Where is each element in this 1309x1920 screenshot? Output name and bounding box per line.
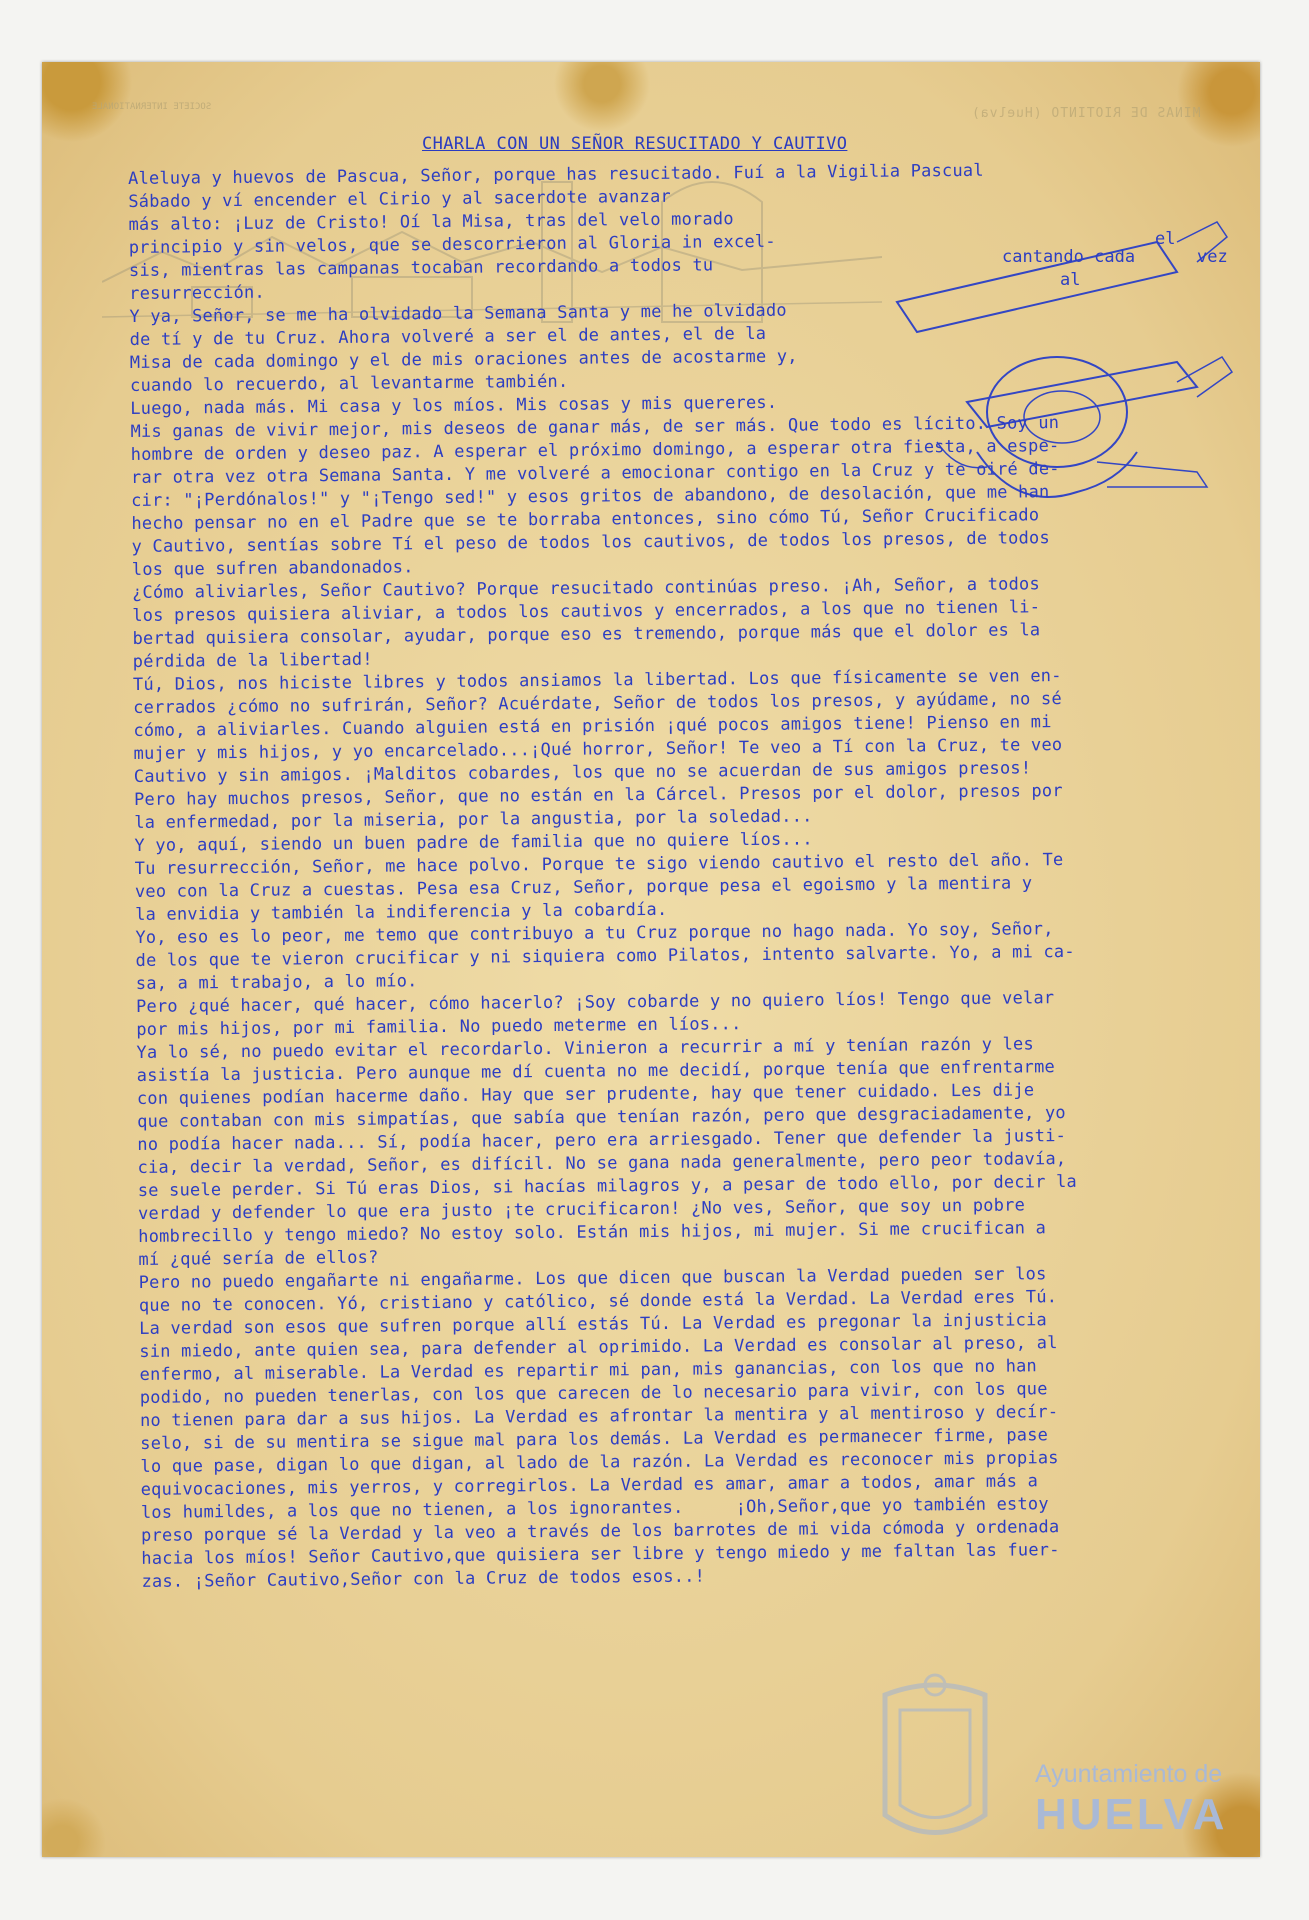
body-line: hombrecillo y tengo miedo? No estoy solo. Están mis hijos, mi mujer. Si me crucifican a — [138, 1218, 1047, 1247]
body-line: ¿Cómo aliviarles, Señor Cautivo? Porque resucitado continúas preso. ¡Ah, Señor, a todos — [131, 574, 1040, 603]
body-line: rar otra vez otra Semana Santa. Y me volveré a emocionar contigo en la Cruz y te oiré de- — [130, 459, 1060, 488]
document-title: CHARLA CON UN SEÑOR RESUCITADO Y CAUTIVO — [422, 134, 848, 154]
body-line: pérdida de la libertad! — [132, 649, 373, 672]
body-line: que contaban con mis simpatías, que sabía que tenían razón, pero que desgraciadamente, yo — [137, 1103, 1066, 1132]
body-line: Tu resurrección, Señor, me hace polvo. Porque te sigo viendo cautivo el resto del año. Te — [134, 850, 1064, 879]
body-line: lo que pase, digan lo que digan, al lado de la razón. La Verdad es reconocer mis propias — [140, 1448, 1059, 1477]
body-line: que no te conocen. Yó, cristiano y católico, sé donde está la Verdad. La Verdad eres Tú. — [138, 1287, 1058, 1316]
body-line: asistía la justicia. Pero aunque me dí cuenta no me decidí, porque tenía que enfrentarme — [136, 1057, 1056, 1086]
body-line: Yo, eso es lo peor, me temo que contribuyo a tu Cruz porque no hago nada. Yo soy, Señor, — [135, 919, 1054, 948]
body-line: hombre de orden y deseo paz. A esperar el próximo domingo, a esperar otra fiesta, a espe- — [130, 436, 1060, 465]
body-line: Cautivo y sin amigos. ¡Malditos cobardes, los que no se acuerdan de sus amigos presos! — [133, 758, 1032, 787]
body-line: podido, no pueden tenerlas, con los que carecen de lo necesario para vivir, con los que — [139, 1379, 1048, 1408]
letterhead-left: SOCIETE INTERNATIONALE — [92, 102, 212, 112]
body-line: cómo, a aliviarles. Cuando alguien está en prisión ¡qué pocos amigos tiene! Pienso en mi — [133, 712, 1052, 741]
letterhead-right: MINAS DE RIOTINTO (Huelva) — [970, 106, 1200, 121]
body-line: por mis hijos, por mi familia. No puedo meterme en líos... — [136, 1014, 742, 1040]
body-line: zas. ¡Señor Cautivo,Señor con la Cruz de todos esos..! — [141, 1566, 706, 1592]
body-line: Misa de cada domingo y el de mis oraciones antes de acostarme y, — [129, 346, 798, 373]
seal-text-huelva: HUELVA — [1035, 1790, 1228, 1839]
body-line: sa, a mi trabajo, a lo mío. — [135, 971, 418, 994]
typed-letter-body — [128, 158, 1232, 1594]
body-line: Pero no puedo engañarte ni engañarme. Los que dicen que buscan la Verdad pueden ser los — [138, 1264, 1047, 1293]
body-line: cia, decir la verdad, Señor, es difícil. No se gana nada generalmente, pero peor todavía, — [137, 1149, 1067, 1178]
body-line: cerrados ¿cómo no sufrirán, Señor? Acuérdate, Señor de todos los presos, y ayúdame, no sé — [133, 689, 1062, 718]
illus-word-el: el — [1155, 229, 1176, 249]
body-line: principio y sin velos, que se descorrieron al Gloria in excel- — [128, 231, 776, 258]
body-line: y Cautivo, sentías sobre Tí el peso de todos los cautivos, de todos los presos, de todos — [131, 528, 1050, 557]
body-line: no podía hacer nada... Sí, podía hacer, pero era arriesgado. Tener que defender la justi- — [137, 1126, 1067, 1155]
body-line: hacia los míos! Señor Cautivo,que quisiera ser libre y tengo miedo y me faltan las fuer- — [141, 1540, 1060, 1569]
body-line: selo, si de su mentira se sigue mal para los demás. La Verdad es permanecer firme, pase — [140, 1425, 1049, 1454]
body-line: de tí y de tu Cruz. Ahora volveré a ser el de antes, el de la — [129, 323, 767, 350]
body-line: se suele perder. Si Tú eras Dios, si hacías milagros y, a pesar de todo ello, por decir la — [137, 1171, 1078, 1201]
body-line: Tú, Dios, nos hiciste libres y todos ansiamos la libertad. Los que físicamente se ven en- — [132, 666, 1062, 695]
illus-word-al: al — [1060, 270, 1081, 290]
body-line: no tienen para dar a sus hijos. La Verdad es afrontar la mentira y al mentiroso y decír- — [139, 1402, 1059, 1431]
body-line: Mis ganas de vivir mejor, mis deseos de ganar más, de ser más. Que todo es lícito. Soy un — [130, 413, 1060, 442]
body-line: Pero hay muchos presos, Señor, que no están en la Cárcel. Presos por el dolor, presos por — [133, 781, 1063, 810]
body-line: sis, mientras las campanas tocaban recordando a todos tu — [128, 255, 714, 281]
body-line: Aleluya y huevos de Pascua, Señor, porque has resucitado. Fuí a la Vigilia Pascual — [128, 160, 984, 189]
body-line: con quienes podían hacerme daño. Hay que ser prudente, hay que tener cuidado. Les dije — [136, 1080, 1035, 1109]
body-line: resurrección. — [129, 282, 265, 304]
body-line: la envidia y también la indiferencia y la cobardía. — [135, 899, 668, 925]
body-line: Y ya, Señor, se me ha olvidado la Semana Santa y me he olvidado — [129, 300, 787, 327]
body-line: hecho pensar no en el Padre que se te borraba entonces, sino cómo Tú, Señor Crucificado — [131, 505, 1040, 534]
body-line: Ya lo sé, no puedo evitar el recordarlo. Vinieron a recurrir a mí y tenían razón y les — [136, 1034, 1034, 1063]
body-line: verdad y defender lo que era justo ¡te crucificaron! ¿No ves, Señor, que soy un pobre — [137, 1195, 1026, 1224]
seal-text-ayuntamiento: Ayuntamiento de — [1035, 1760, 1223, 1788]
body-line: los que sufren abandonados. — [131, 557, 414, 580]
body-line: veo con la Cruz a cuestas. Pesa esa Cruz, Señor, porque pesa el egoismo y la mentira y — [134, 873, 1033, 902]
body-line: La verdad son esos que sufren porque allí estás Tú. La Verdad es pregonar la injusticia — [139, 1310, 1048, 1339]
body-line: bertad quisiera consolar, ayudar, porque eso es tremendo, porque más que el dolor es la — [132, 620, 1041, 649]
body-line: Sábado y ví encender el Cirio y al sacerdote avanzar — [128, 186, 672, 212]
body-line: sin miedo, ante quien sea, para defender al oprimido. La Verdad es consolar al preso, al — [139, 1333, 1058, 1362]
body-line: Pero ¿qué hacer, qué hacer, cómo hacerlo? ¡Soy cobarde y no quiero líos! Tengo que velar — [135, 988, 1055, 1017]
body-line: enfermo, al miserable. La Verdad es repartir mi pan, mis ganancias, con los que no han — [139, 1356, 1038, 1385]
body-line: Y yo, aquí, siendo un buen padre de familia que no quiere líos... — [134, 829, 813, 856]
body-line: mí ¿qué sería de ellos? — [138, 1247, 379, 1270]
body-line: de los que te vieron crucificar y ni siquiera como Pilatos, intento salvarte. Yo, a mi ca- — [135, 941, 1075, 971]
body-line: mujer y mis hijos, y yo encarcelado...¡Qué horror, Señor! Te veo a Tí con la Cruz, te veo — [133, 735, 1063, 764]
illus-word-vez: vez — [1197, 247, 1228, 267]
body-line: preso porque sé la Verdad y la veo a través de los barrotes de mi vida cómoda y ordenada — [141, 1517, 1060, 1546]
body-line: la enfermedad, por la miseria, por la angustia, por la soledad... — [134, 806, 813, 833]
body-line: los humildes, a los que no tienen, a los ignorantes. ¡Oh,Señor,que yo también estoy — [140, 1494, 1049, 1523]
body-line: los presos quisiera aliviar, a todos los cautivos y encerrados, a los que no tienen li- — [132, 597, 1041, 626]
body-line: equivocaciones, mis yerros, y corregirlos. La Verdad es amar, amar a todos, amar más a — [140, 1471, 1039, 1500]
body-line: cuando lo recuerdo, al levantarme también. — [129, 371, 569, 396]
body-line: Luego, nada más. Mi casa y los míos. Mis cosas y mis quereres. — [130, 392, 778, 419]
body-line: más alto: ¡Luz de Cristo! Oí la Misa, tras del velo morado — [128, 209, 734, 235]
illus-word-cantando: cantando cada — [1002, 247, 1136, 267]
body-line: cir: "¡Perdónalos!" y "¡Tengo sed!" y esos gritos de abandono, de desolación, que me han — [131, 482, 1050, 511]
